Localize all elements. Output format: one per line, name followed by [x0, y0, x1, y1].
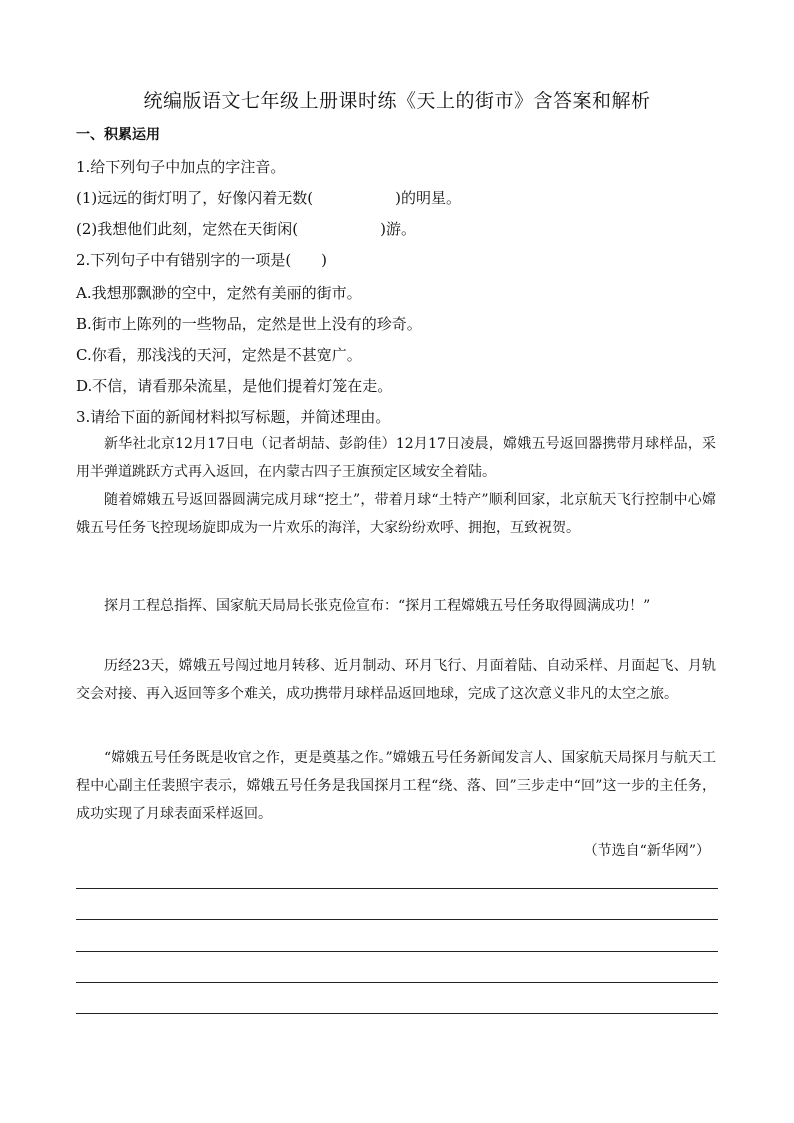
question-1-item-2 [76, 218, 416, 239]
option-b: B.街市上陈列的一些物品，定然是世上没有的珍奇。 [76, 315, 422, 333]
news-paragraph: 历经23天，嫦娥五号闯过地月转移、近月制动、环月飞行、月面着陆、自动采样、月面起飞、月轨交会对接、再入返回等多个难关，成功携带月球样品返回地球，完成了这次意义非凡的太空之旅。 [76, 658, 716, 702]
question-1-stem: 1.给下列句子中加点的字注音。 [76, 158, 286, 176]
question-2-stem [76, 249, 327, 270]
answer-line[interactable] [76, 951, 718, 952]
question-2-stem-tail: ) [321, 251, 328, 269]
option-d: D.不信，请看那朵流星，是他们提着灯笼在走。 [76, 377, 393, 395]
question-1-item-1 [76, 187, 461, 208]
news-paragraph: 随着嫦娥五号返回器圆满完成月球“挖土”，带着月球“土特产”顺利回家，北京航天飞行控制中心嫦娥五号任务飞控现场旋即成为一片欢乐的海洋，大家纷纷欢呼、拥抱，互致祝贺。 [76, 492, 716, 536]
question-2-stem-text: 2.下列句子中有错别字的一项是( [76, 251, 292, 269]
document-title: 统编版语文七年级上册课时练《天上的街市》含答案和解析 [143, 90, 651, 112]
section-heading: 一、积累运用 [76, 127, 160, 143]
option-c: C.你看，那浅浅的天河，定然是不甚宽广。 [76, 346, 362, 364]
answer-line[interactable] [76, 1013, 718, 1014]
answer-line[interactable] [76, 919, 718, 920]
news-paragraph: 探月工程总指挥、国家航天局局长张克俭宣布：“探月工程嫦娥五号任务取得圆满成功！” [104, 598, 651, 614]
question-1-item-1-tail: )的明星。 [395, 189, 461, 207]
answer-line[interactable] [76, 982, 718, 983]
news-paragraph: “嫦娥五号任务既是收官之作，更是奠基之作。”嫦娥五号任务新闻发言人、国家航天局探月与航天工程中心副主任裴照宇表示，嫦娥五号任务是我国探月工程“绕、落、回”三步走中“回”这一步的主任务，成功实现了月球表面采样返回。 [76, 750, 716, 822]
option-a: A.我想那飘渺的空中，定然有美丽的街市。 [76, 284, 362, 302]
question-1-item-1-text: (1)远远的街灯明了，好像闪着无数( [76, 189, 314, 207]
news-paragraph: 新华社北京12月17日电（记者胡喆、彭韵佳）12月17日凌晨，嫦娥五号返回器携带月球样品，采用半弹道跳跃方式再入返回，在内蒙古四子王旗预定区域安全着陆。 [76, 436, 716, 480]
answer-line[interactable] [76, 888, 718, 889]
source-citation: （节选自“新华网”） [583, 843, 710, 859]
question-3-stem: 3.请给下面的新闻材料拟写标题，并简述理由。 [76, 408, 391, 426]
question-1-item-2-tail: )游。 [380, 220, 416, 238]
question-1-item-2-text: (2)我想他们此刻，定然在天街闲( [76, 220, 299, 238]
